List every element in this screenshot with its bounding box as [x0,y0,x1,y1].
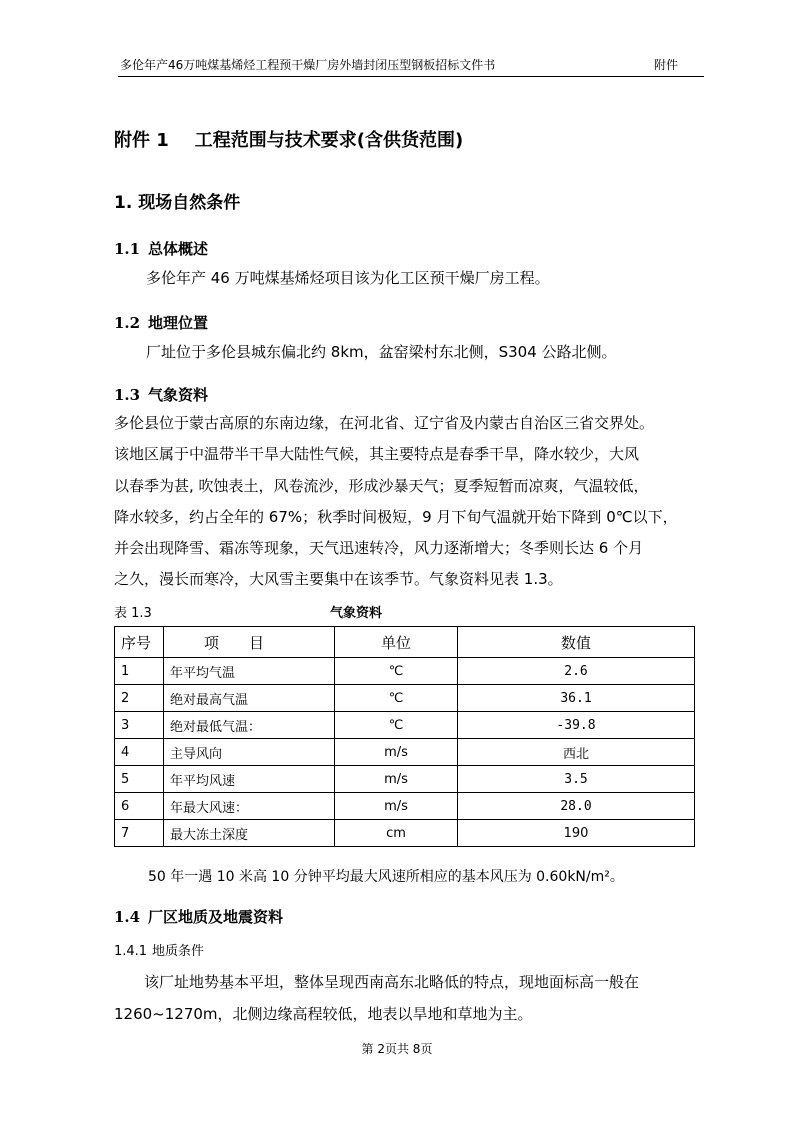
location-text: 厂址位于多伦县城东偏北约 8km，盆窑梁村东北侧，S304 公路北侧。 [146,343,617,361]
cell-value: 西北 [458,739,695,766]
col-header-item: 项目 [164,627,335,658]
subsection-heading-1-3 [114,384,208,405]
subsection-heading-1-1 [114,238,208,259]
climate-paragraph [114,408,714,596]
cell-unit: ℃ [335,658,458,685]
section-number: 1. [114,193,133,213]
table-header-row [115,627,695,658]
subsection-title: 地理位置 [148,314,209,332]
cell-no: 6 [115,793,164,820]
cell-item: 年平均风速 [164,766,335,793]
col-header-value: 数值 [458,627,695,658]
subsection-number: 1.1 [114,240,141,258]
table-row [115,739,695,766]
geology-paragraph [114,966,639,1030]
paragraph-line: 该厂址地势基本平坦，整体呈现西南高东北略低的特点，现地面标高一般在 [114,973,640,991]
cell-unit: m/s [335,739,458,766]
subsection-heading-1-2 [114,312,208,333]
subsection-title: 气象资料 [148,386,209,404]
cell-item: 主导风向 [164,739,335,766]
subsection-title: 总体概述 [148,240,209,258]
header-title: 多伦年产46万吨煤基烯烃工程预干燥厂房外墙封闭压型钢板招标文件书 [120,58,496,72]
col-header-no: 序号 [115,627,164,658]
table-number: 表 1.3 [114,606,152,621]
table-caption [114,602,704,621]
section-heading [114,188,240,213]
annex-title: 工程范围与技术要求(含供货范围) [194,130,464,151]
table-row [115,820,695,847]
cell-value: 190 [458,820,695,847]
section-title: 现场自然条件 [138,193,241,213]
cell-unit: m/s [335,766,458,793]
subsection-title: 厂区地质及地震资料 [148,908,284,926]
page-header [118,54,704,77]
cell-unit: cm [335,820,458,847]
cell-no: 2 [115,685,164,712]
table-row [115,658,695,685]
cell-value: 28.0 [458,793,695,820]
cell-no: 7 [115,820,164,847]
cell-no: 4 [115,739,164,766]
subsubsection-heading-1-4-1 [114,940,204,959]
table-row [115,766,695,793]
annex-number: 附件 1 [114,130,169,151]
subsection-heading-1-4 [114,906,283,927]
page-footer: 第 2页共 8页 [361,1042,433,1056]
paragraph-line: 之久，漫长而寒冷，大风雪主要集中在该季节。气象资料见表 1.3。 [114,570,563,589]
paragraph-line: 1260~1270m，北侧边缘高程较低，地表以旱地和草地为主。 [114,1005,533,1023]
cell-unit: ℃ [335,712,458,739]
cell-unit: ℃ [335,685,458,712]
annex-heading [114,126,463,152]
header-annex-label: 附件 [653,58,678,72]
subsubsection-title: 地质条件 [152,944,205,959]
cell-value: 2.6 [458,658,695,685]
cell-item: 绝对最低气温： [164,712,335,739]
cell-value: 3.5 [458,766,695,793]
subsection-number: 1.3 [114,386,141,404]
paragraph-line: 并会出现降雪、霜冻等现象，天气迅速转冷，风力逐渐增大；冬季则长达 6 个月 [114,539,644,558]
cell-no: 5 [115,766,164,793]
paragraph-line: 降水较多，约占全年的 67%；秋季时间极短，9 月下旬气温就开始下降到 0℃以下， [114,507,678,526]
subsubsection-number: 1.4.1 [114,944,148,959]
table-row [115,685,695,712]
table-row [115,712,695,739]
cell-unit: m/s [335,793,458,820]
paragraph-line: 多伦县位于蒙古高原的东南边缘，在河北省、辽宁省及内蒙古自治区三省交界处。 [114,414,655,432]
cell-item: 年平均气温 [164,658,335,685]
cell-item: 年最大风速： [164,793,335,820]
subsection-number: 1.4 [114,908,141,926]
table-row [115,793,695,820]
table-title: 气象资料 [330,606,383,621]
wind-pressure-note: 50 年一遇 10 米高 10 分钟平均最大风速所相应的基本风压为 0.60kN/m²。 [148,869,624,885]
overview-text: 多伦年产 46 万吨煤基烯烃项目该为化工区预干燥厂房工程。 [146,269,550,287]
cell-item: 绝对最高气温 [164,685,335,712]
cell-item: 最大冻土深度 [164,820,335,847]
paragraph-line: 该地区属于中温带半干旱大陆性气候，其主要特点是春季干旱，降水较少，大风 [114,445,640,464]
cell-value: -39.8 [458,712,695,739]
subsection-number: 1.2 [114,314,141,332]
climate-table [114,626,695,847]
col-header-unit: 单位 [335,627,458,658]
cell-no: 1 [115,658,164,685]
paragraph-line: 以春季为甚, 吹蚀表土，风卷流沙，形成沙暴天气；夏季短暂而凉爽，气温较低， [114,476,649,495]
cell-value: 36.1 [458,685,695,712]
cell-no: 3 [115,712,164,739]
